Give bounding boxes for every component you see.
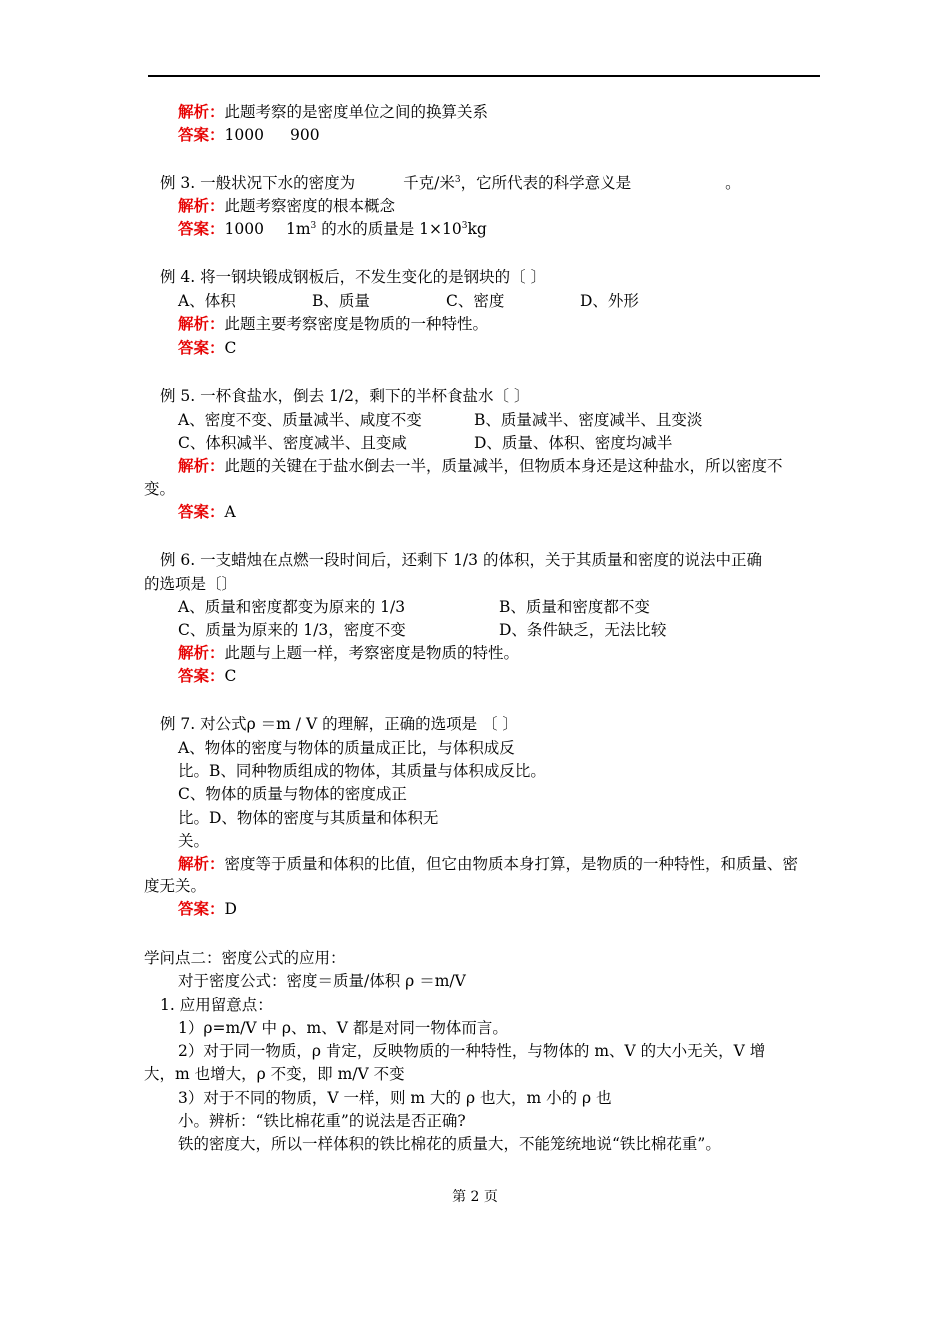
ex4-option-a: A、体积 [178, 292, 236, 310]
ex4-analysis: 解析：此题主要考察密度是物质的一种特性。 [178, 314, 489, 333]
kp2-title: 学问点二：密度公式的应用： [144, 949, 346, 967]
ex7-line: 关。 [178, 832, 210, 850]
ex2-analysis: 解析：此题考察的是密度单位之间的换算关系 [178, 102, 489, 121]
answer-label: 答案： [178, 125, 225, 144]
ex5-option-a: A、密度不变、质量减半、咸度不变 [178, 411, 422, 429]
ex6-question: 例 6. 一支蜡烛在点燃一段时间后，还剩下 1/3 的体积，关于其质量和密度的说法中正确 [160, 551, 762, 569]
ex4-question: 例 4. 将一钢块锻成钢板后，不发生变化的是钢块的〔 〕 [160, 268, 547, 286]
answer-label: 答案： [178, 338, 225, 357]
kp2-note: 1）ρ=m/V 中 ρ、m、V 都是对同一物体而言。 [178, 1019, 508, 1037]
analysis-label: 解析： [178, 102, 225, 121]
kp2-note-cont: 大，m 也增大，ρ 不变，即 m/V 不变 [144, 1065, 405, 1083]
ex6-option-c: C、质量为原来的 1/3，密度不变 [178, 621, 406, 639]
ex6-answer: 答案：C [178, 666, 237, 685]
ex3-analysis: 解析：此题考察密度的根本概念 [178, 196, 396, 215]
kp2-note: 3）对于不同的物质，V 一样，则 m 大的 ρ 也大，m 小的 ρ 也 [178, 1089, 612, 1107]
ex7-question: 例 7. 对公式ρ ＝m / V 的理解，正确的选项是 〔 〕 [160, 715, 518, 733]
analysis-label: 解析： [178, 456, 225, 475]
kp2-note: 小。辨析：“铁比棉花重”的说法是否正确? [178, 1112, 466, 1130]
ex6-option-d: D、条件缺乏，无法比较 [499, 621, 667, 639]
kp2-formula: 对于密度公式：密度＝质量/体积 ρ ＝m/V [178, 972, 466, 990]
ex7-answer: 答案：D [178, 899, 237, 918]
analysis-label: 解析： [178, 854, 225, 873]
ex2-answer: 答案：1000 900 [178, 125, 320, 144]
page-number: 第 2 页 [452, 1189, 498, 1205]
ex6-question-cont: 的选项是〔〕 [144, 575, 238, 593]
answer-label: 答案： [178, 502, 225, 521]
kp2-note: 2）对于同一物质，ρ 肯定，反映物质的一种特性，与物体的 m、V 的大小无关，V 增 [178, 1042, 766, 1060]
analysis-label: 解析： [178, 643, 225, 662]
ex7-analysis-cont: 度无关。 [144, 877, 207, 895]
header-rule [148, 75, 820, 77]
answer-label: 答案： [178, 219, 225, 238]
ex4-option-d: D、外形 [580, 292, 639, 310]
ex7-analysis: 解析：密度等于质量和体积的比值，但它由物质本身打算，是物质的一种特性，和质量、密 [178, 854, 799, 873]
ex3-answer: 答案：1000 $1m^3$ 的水的质量是 $1\times 10^3kg$ [178, 219, 487, 238]
ex7-line: 比。D、物体的密度与其质量和体积无 [178, 809, 439, 827]
ex5-question: 例 5. 一杯食盐水，倒去 1/2，剩下的半杯食盐水〔 〕 [160, 387, 530, 405]
ex7-line: 比。B、同种物质组成的物体，其质量与体积成反比。 [178, 762, 546, 780]
analysis-label: 解析： [178, 196, 225, 215]
answer-label: 答案： [178, 666, 225, 685]
ex5-analysis-cont: 变。 [144, 480, 176, 498]
ex5-option-c: C、体积减半、密度减半、且变咸 [178, 434, 407, 452]
ex7-line: A、物体的密度与物体的质量成正比，与体积成反 [178, 739, 515, 757]
answer-label: 答案： [178, 899, 225, 918]
ex7-line: C、物体的质量与物体的密度成正 [178, 785, 407, 803]
ex5-option-b: B、质量减半、密度减半、且变淡 [474, 411, 703, 429]
analysis-label: 解析： [178, 314, 225, 333]
ex6-option-a: A、质量和密度都变为原来的 1/3 [178, 598, 406, 616]
ex5-answer: 答案：A [178, 502, 236, 521]
ex6-option-b: B、质量和密度都不变 [499, 598, 650, 616]
ex5-option-d: D、质量、体积、密度均减半 [474, 434, 673, 452]
ex4-answer: 答案：C [178, 338, 237, 357]
ex6-analysis: 解析：此题与上题一样，考察密度是物质的特性。 [178, 643, 520, 662]
ex5-analysis: 解析：此题的关键在于盐水倒去一半，质量减半，但物质本身还是这种盐水，所以密度不 [178, 456, 783, 475]
kp2-note: 铁的密度大，所以一样体积的铁比棉花的质量大，不能笼统地说“铁比棉花重”。 [178, 1135, 721, 1153]
ex4-option-b: B、质量 [312, 292, 370, 310]
ex4-option-c: C、密度 [446, 292, 505, 310]
kp2-notes-title: 1. 应用留意点： [160, 996, 273, 1014]
ex3-question: 例 3. 一般状况下水的密度为 千克/米$^3$，它所代表的科学意义是 。 [160, 174, 741, 192]
